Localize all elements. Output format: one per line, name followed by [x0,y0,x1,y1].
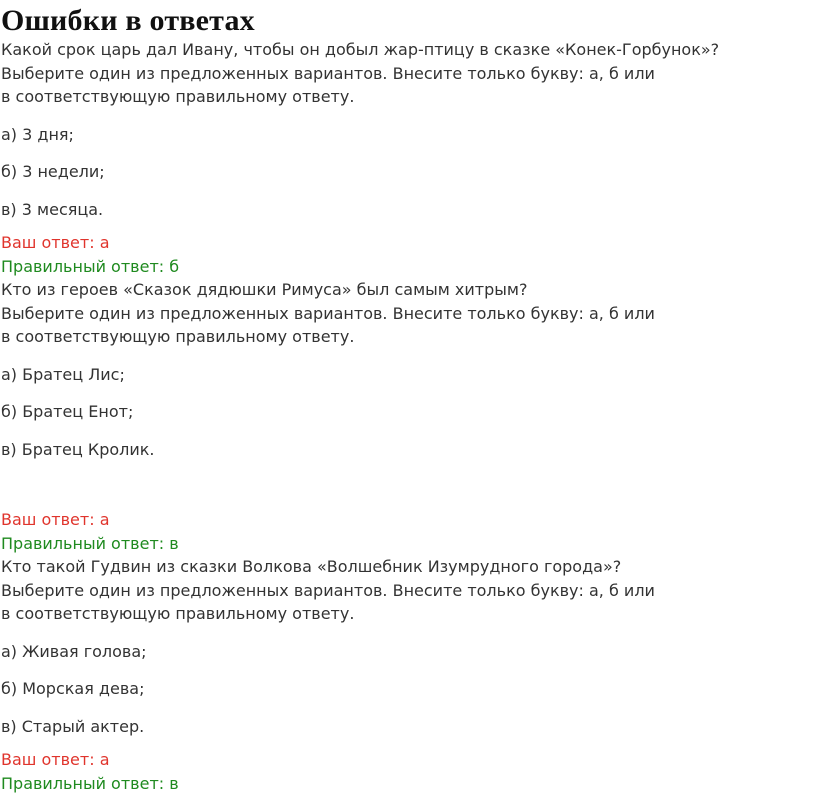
question-instruction: в соответствующую правильному ответу. [1,85,816,109]
answer-option: а) 3 дня; [1,123,816,147]
answer-option: в) Старый актер. [1,715,816,739]
question-block-1 [1,38,816,278]
question-text: Кто такой Гудвин из сказки Волкова «Волшебник Изумрудного города»? [1,555,816,579]
question-text: Кто из героев «Сказок дядюшки Римуса» был самым хитрым? [1,278,816,302]
your-answer: Ваш ответ: а [1,231,816,255]
question-instruction: Выберите один из предложенных вариантов. Внесите только букву: а, б или [1,579,816,603]
answer-option: б) Морская дева; [1,677,816,701]
your-answer: Ваш ответ: а [1,508,816,532]
correct-answer: Правильный ответ: б [1,255,816,279]
answer-option: в) Братец Кролик. [1,438,816,462]
question-block-3 [1,555,816,795]
page-title: Ошибки в ответах [1,4,816,38]
answer-option: б) Братец Енот; [1,400,816,424]
correct-answer: Правильный ответ: в [1,772,816,795]
answer-option: а) Братец Лис; [1,363,816,387]
question-instruction: в соответствующую правильному ответу. [1,325,816,349]
answer-option: в) 3 месяца. [1,198,816,222]
answer-option: б) 3 недели; [1,160,816,184]
your-answer: Ваш ответ: а [1,748,816,772]
correct-answer: Правильный ответ: в [1,532,816,556]
question-instruction: Выберите один из предложенных вариантов. Внесите только букву: а, б или [1,62,816,86]
question-instruction: Выберите один из предложенных вариантов. Внесите только букву: а, б или [1,302,816,326]
answer-option: а) Живая голова; [1,640,816,664]
question-text: Какой срок царь дал Ивану, чтобы он добыл жар-птицу в сказке «Конек-Горбунок»? [1,38,816,62]
question-block-2 [1,278,816,555]
question-instruction: в соответствующую правильному ответу. [1,602,816,626]
